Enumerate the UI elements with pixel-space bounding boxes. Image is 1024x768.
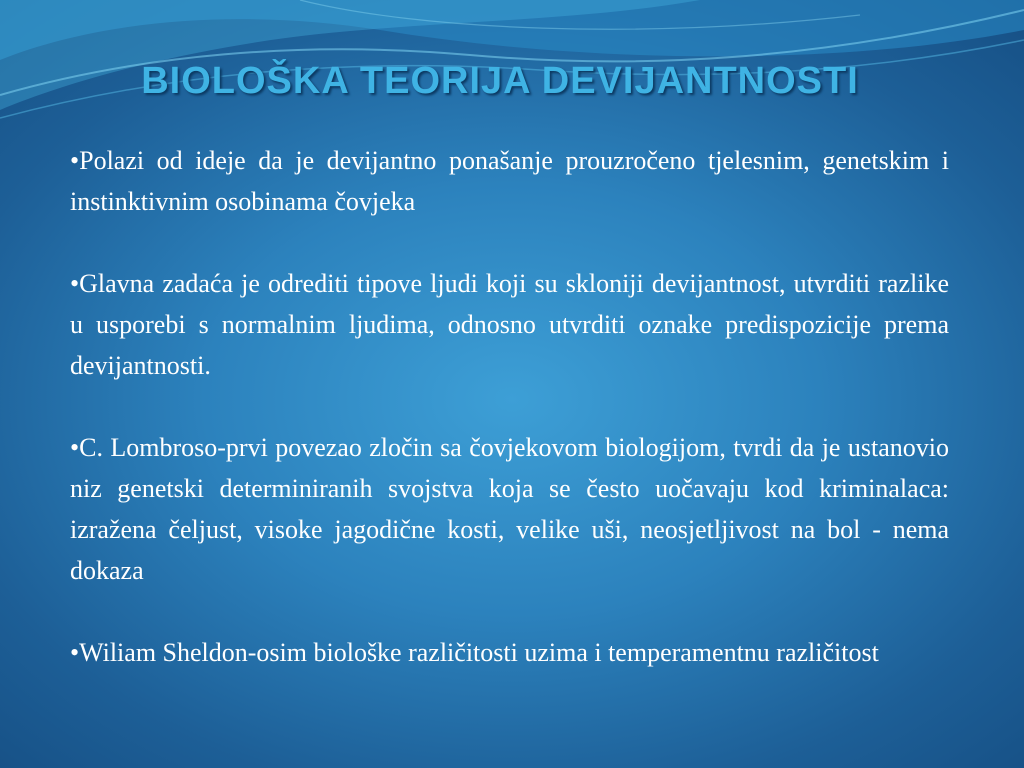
bullet-marker: •: [70, 638, 80, 667]
bullet-marker: •: [70, 269, 80, 298]
bullet-marker: •: [70, 146, 80, 175]
slide-title: BIOLOŠKA TEORIJA DEVIJANTNOSTI: [141, 60, 859, 102]
bullet-text: Wiliam Sheldon-osim biološke različitosti uzima i temperamentnu različitost: [79, 638, 879, 667]
bullet-list: [70, 140, 949, 673]
bullet-item: [70, 140, 949, 222]
bullet-text: Polazi od ideje da je devijantno ponašanje prouzročeno tjelesnim, genetskim i instinktivnim osobinama čovjeka: [70, 146, 949, 216]
bullet-item: [70, 263, 949, 386]
bullet-item: [70, 427, 949, 591]
bullet-marker: •: [70, 433, 80, 462]
bullet-text: C. Lombroso-prvi povezao zločin sa čovjekovom biologijom, tvrdi da je ustanovio niz genetski determiniranih svojstva koja se često uočavaju kod kriminalaca: izražena čeljust, visoke jagodične kosti, velike uši, neosjetljivost na bol - nema dokaza: [70, 433, 949, 585]
bullet-text: Glavna zadaća je odrediti tipove ljudi koji su skloniji devijantnost, utvrditi razlike u usporebi s normalnim ljudima, odnosno utvrditi oznake predispozicije prema devijantnosti.: [70, 269, 949, 380]
bullet-item: [70, 632, 949, 673]
